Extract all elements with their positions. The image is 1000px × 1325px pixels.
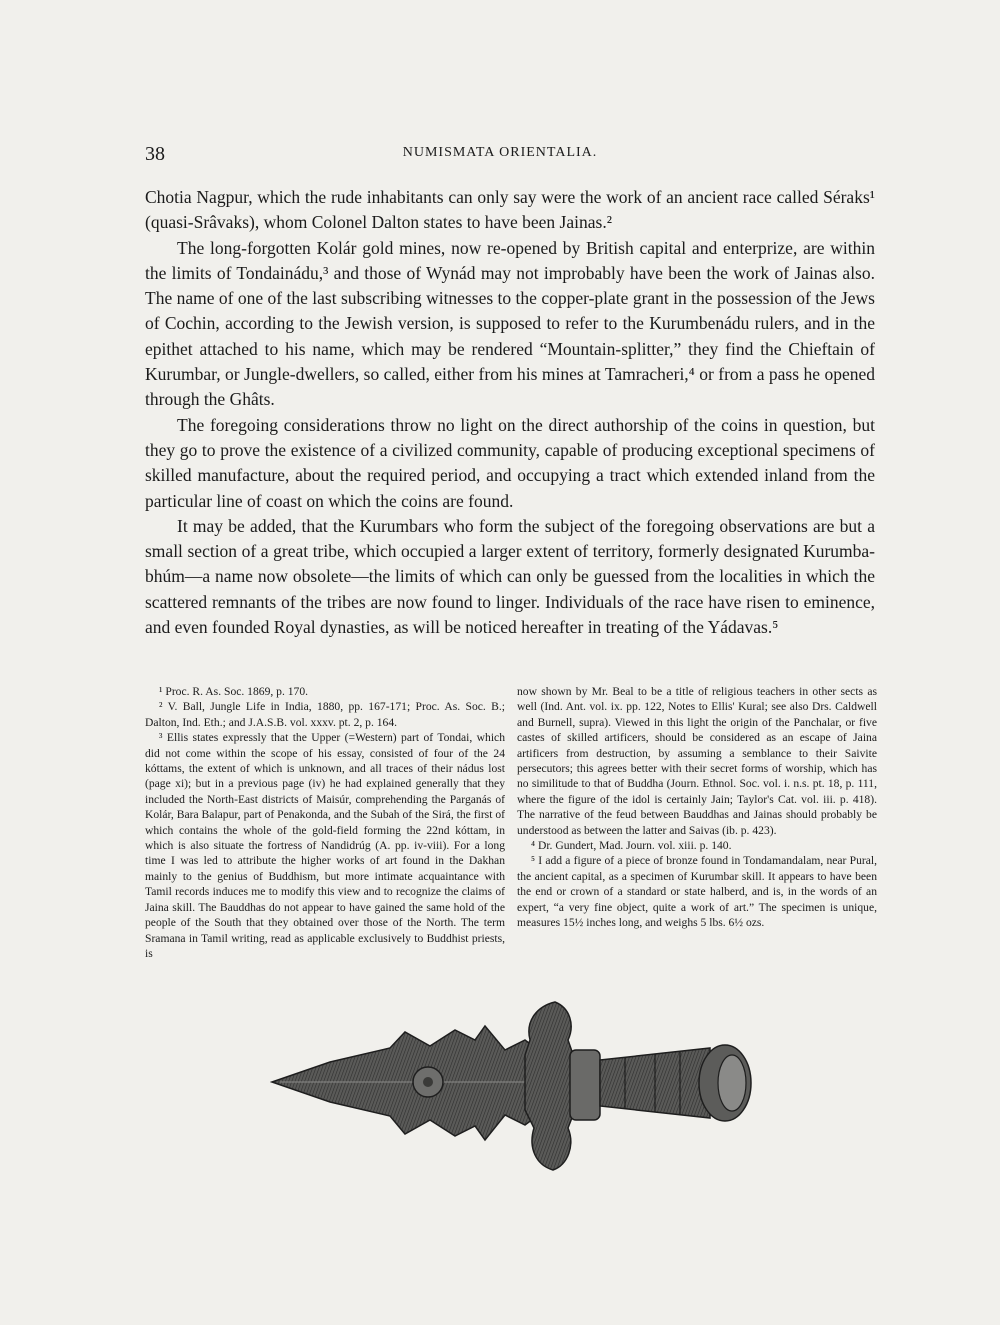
- footnote-5: ⁵ I add a figure of a piece of bronze found in Tondamandalam, near Pural, the ancient capital, as a specimen of Kurumbar skill. It appears to have been the end or crown of a standard or state halberd, and is, in the words of an expert, “a very fine object, quite a work of art.” The specimen is unique, measures 15½ inches long, and weighs 5 lbs. 6½ ozs.: [517, 854, 877, 930]
- paragraph-3: The foregoing considerations throw no light on the direct authorship of the coins in question, but they go to prove the existence of a civilized community, capable of producing exceptional specimens of skilled manufacture, about the required period, and occupying a tract which extended inland from the particular line of coast on which the coins are found.: [145, 414, 875, 511]
- paragraph-4: It may be added, that the Kurumbars who form the subject of the foregoing observations are but a small section of a great tribe, which occupied a larger extent of territory, formerly designated Kurumba-bhúm—a name now obsolete—the limits of which can only be guessed from the localities in which the scattered remnants of the tribes are now found to linger. Individuals of the race have risen to eminence, and even founded Royal dynasties, as will be noticed hereafter in treating of the Yádavas.⁵: [145, 515, 875, 638]
- running-head: NUMISMATA ORIENTALIA.: [402, 145, 598, 160]
- footnote-1: ¹ Proc. R. As. Soc. 1869, p. 170.: [159, 685, 309, 698]
- footnote-3-continued: now shown by Mr. Beal to be a title of religious teachers in other sects as well (Ind. Ant. vol. ix. pp. 122, Notes to Ellis' Kural; see also Drs. Caldwell and Burnell, supra). Viewed in this light the origin of the Panchalar, or five castes of skilled artificers, should be considered as an escape of Jaina artificers from destruction, by assuming a semblance to their Saivite persecutors; this agrees better with their secret forms of worship, which has no similitude to that of Buddha (Journ. Ethnol. Soc. vol. i. n.s. pt. 18, p. 111, where the figure of the idol is certainly Jain; Taylor's Cat. vol. iii. p. 418). The narrative of the feud between Bauddhas and Jainas should probably be understood as between the latter and Saivas (ib. p. 423).: [517, 685, 877, 837]
- paragraph-1: Chotia Nagpur, which the rude inhabitants can only say were the work of an ancient race called Séraks¹ (quasi-Srâvaks), whom Colonel Dalton states to have been Jainas.²: [145, 187, 875, 233]
- footnotes-left-column: [145, 684, 505, 961]
- page-number: 38: [145, 143, 165, 165]
- body-text: [145, 185, 875, 640]
- paragraph-2: The long-forgotten Kolár gold mines, now re-opened by British capital and enterprize, are within the limits of Tondainádu,³ and those of Wynád may not improbably have been the work of Jainas also. The name of one of the last subscribing witnesses to the copper-plate grant in the possession of the Jews of Cochin, according to the Jewish version, is supposed to refer to the Kurumbenádu rulers, and in the epithet attached to his name, which may be rendered “Mountain-splitter,” they find the Chieftain of Kurumbar, or Jungle-dwellers, so called, either from his mines at Tamracheri,⁴ or from a pass he opened through the Ghâts.: [145, 237, 875, 410]
- footnotes-right-column: [517, 684, 877, 931]
- footnote-2: ² V. Ball, Jungle Life in India, 1880, pp. 167-171; Proc. As. Soc. B.; Dalton, Ind. Eth.; and J.A.S.B. vol. xxxv. pt. 2, p. 164.: [145, 700, 505, 729]
- bronze-halberd-head-icon: [270, 1000, 790, 1175]
- footnote-4: ⁴ Dr. Gundert, Mad. Journ. vol. xiii. p. 140.: [531, 839, 732, 853]
- footnote-3: ³ Ellis states expressly that the Upper (=Western) part of Tondai, which did not come within the scope of his essay, consisted of four of the 24 kóttams, the extent of which is unknown, and all traces of their nádus lost (page xi); but in a previous page (iv) he had explained generally that they included the North-East districts of Maisúr, comprehending the Parganás of Kolár, Bara Balapur, part of Penakonda, and the Subah of the Sirá, the first of which contains the whole of the gold-field forming the 22nd kóttam, in which is also situate the fortress of Nandidrúg (A. pp. iv-viii). For a long time I was led to attribute the higher works of art found in the Dakhan mainly to the genius of Buddhism, but more intimate acquaintance with Tamil records induces me to modify this view and to recognize the claims of Jaina skill. The Bauddhas do not appear to have gained the same hold of the people of the South that they obtained over those of the North. The term Sramana in Tamil writing, read as applicable exclusively to Buddhist priests, is: [145, 731, 505, 960]
